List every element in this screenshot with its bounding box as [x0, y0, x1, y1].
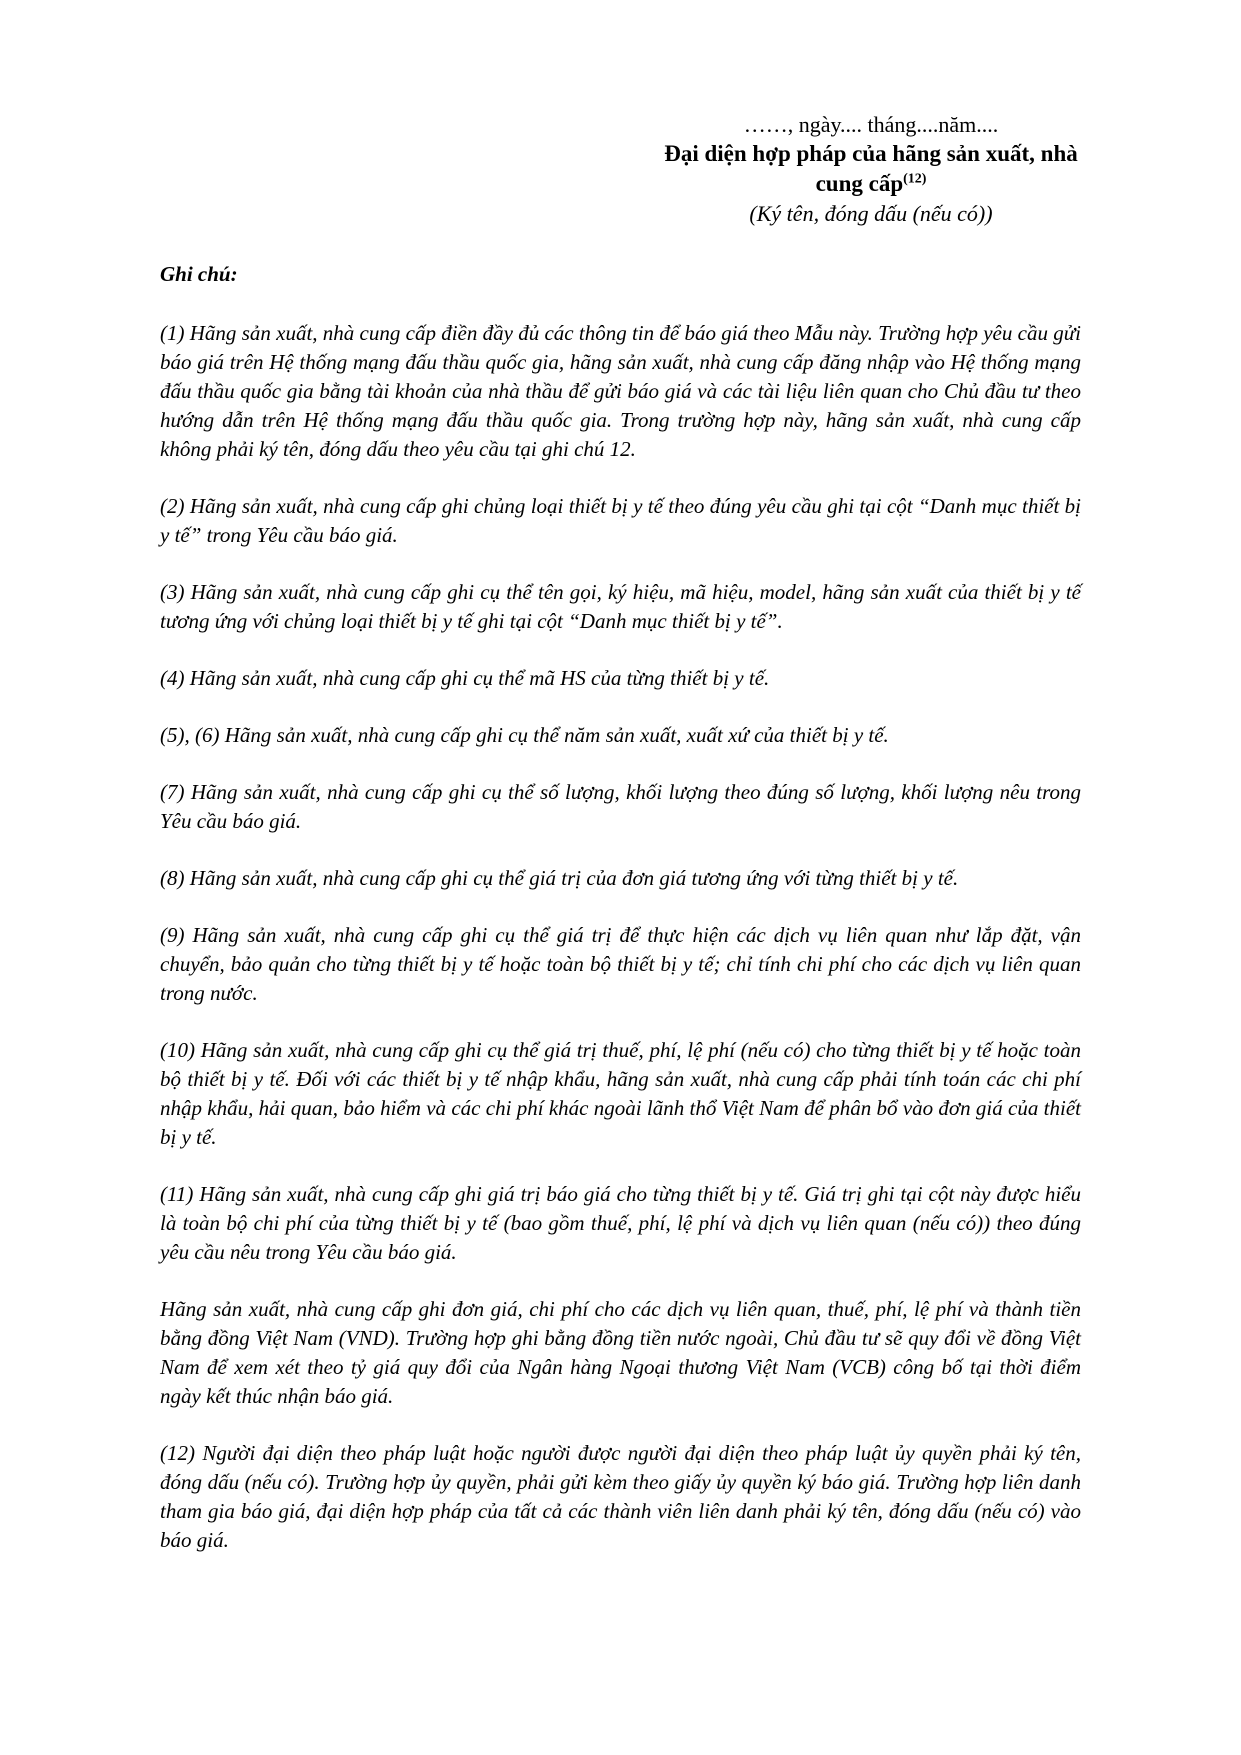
- note-paragraph-12: [160, 1439, 1081, 1555]
- note-text: Hãng sản xuất, nhà cung cấp ghi cụ thể giá trị thuế, phí, lệ phí (nếu có) cho từng thiết bị y tế hoặc toàn bộ thiết bị y tế. Đối với các thiết bị y tế nhập khẩu, hãng sản xuất, nhà cung cấp phải tính toán các chi phí nhập khẩu, hải quan, bảo hiểm và các chi phí khác ngoài lãnh thổ Việt Nam để phân bổ vào đơn giá của thiết bị y tế.: [160, 1038, 1082, 1149]
- note-label: (3): [160, 580, 185, 604]
- note-paragraph-3: [160, 578, 1081, 636]
- date-line: ……, ngày.... tháng....năm....: [743, 112, 999, 137]
- note-text: Hãng sản xuất, nhà cung cấp ghi chủng loại thiết bị y tế theo đúng yêu cầu ghi tại cột “Danh mục thiết bị y tế” trong Yêu cầu báo giá.: [160, 494, 1081, 547]
- note-paragraph-currency: [160, 1295, 1081, 1411]
- note-text: Hãng sản xuất, nhà cung cấp ghi cụ thể năm sản xuất, xuất xứ của thiết bị y tế.: [224, 723, 889, 747]
- note-label: (10): [160, 1038, 195, 1062]
- note-paragraph-5-6: [160, 721, 1081, 750]
- note-label: (11): [160, 1182, 194, 1206]
- note-paragraph-9: [160, 921, 1081, 1008]
- signer-title-text: Đại diện hợp pháp của hãng sản xuất, nhà cung cấp: [664, 141, 1078, 196]
- note-paragraph-7: [160, 778, 1081, 836]
- note-paragraph-11: [160, 1180, 1081, 1267]
- note-label: (12): [160, 1441, 195, 1465]
- note-text: Hãng sản xuất, nhà cung cấp ghi cụ thể số lượng, khối lượng theo đúng số lượng, khối lượng nêu trong Yêu cầu báo giá.: [160, 780, 1082, 833]
- note-paragraph-4: [160, 664, 1081, 693]
- note-text: Người đại diện theo pháp luật hoặc người được người đại diện theo pháp luật ủy quyền phải ký tên, đóng dấu (nếu có). Trường hợp ủy quyền, phải gửi kèm theo giấy ủy quyền ký báo giá. Trường hợp liên danh tham gia báo giá, đại diện hợp pháp của tất cả các thành viên liên danh phải ký tên, đóng dấu (nếu có) vào báo giá.: [160, 1441, 1081, 1552]
- notes-heading: Ghi chú:: [160, 262, 238, 286]
- note-paragraph-1: [160, 319, 1081, 464]
- signer-title: [646, 139, 1096, 199]
- note-text: Hãng sản xuất, nhà cung cấp ghi cụ thể giá trị để thực hiện các dịch vụ liên quan như lắp đặt, vận chuyển, bảo quản cho từng thiết bị y tế hoặc toàn bộ thiết bị y tế; chỉ tính chi phí cho các dịch vụ liên quan trong nước.: [160, 923, 1081, 1005]
- signature-block: [646, 110, 1096, 228]
- note-text: Hãng sản xuất, nhà cung cấp ghi cụ thể mã HS của từng thiết bị y tế.: [189, 666, 770, 690]
- note-text: Hãng sản xuất, nhà cung cấp ghi đơn giá, chi phí cho các dịch vụ liên quan, thuế, phí, lệ phí và thành tiền bằng đồng Việt Nam (VND). Trường hợp ghi bằng đồng tiền nước ngoài, Chủ đầu tư sẽ quy đổi về đồng Việt Nam để xem xét theo tỷ giá quy đổi của Ngân hàng Ngoại thương Việt Nam (VCB) công bố tại thời điểm ngày kết thúc nhận báo giá.: [160, 1297, 1081, 1408]
- signer-title-superscript: (12): [903, 171, 927, 187]
- note-label: (1): [160, 321, 185, 345]
- note-text: Hãng sản xuất, nhà cung cấp ghi giá trị báo giá cho từng thiết bị y tế. Giá trị ghi tại cột này được hiểu là toàn bộ chi phí của từng thiết bị y tế (bao gồm thuế, phí, lệ phí và dịch vụ liên quan (nếu có)) theo đúng yêu cầu nêu trong Yêu cầu báo giá.: [160, 1182, 1082, 1264]
- note-label: (2): [160, 494, 185, 518]
- note-text: Hãng sản xuất, nhà cung cấp điền đầy đủ các thông tin để báo giá theo Mẫu này. Trường hợp yêu cầu gửi báo giá trên Hệ thống mạng đấu thầu quốc gia, hãng sản xuất, nhà cung cấp đăng nhập vào Hệ thống mạng đấu thầu quốc gia bằng tài khoản của nhà thầu để gửi báo giá và các tài liệu liên quan cho Chủ đầu tư theo hướng dẫn trên Hệ thống mạng đấu thầu quốc gia. Trong trường hợp này, hãng sản xuất, nhà cung cấp không phải ký tên, đóng dấu theo yêu cầu tại ghi chú 12.: [160, 321, 1081, 461]
- note-label: (8): [160, 866, 185, 890]
- note-paragraph-2: [160, 492, 1081, 550]
- note-label: (7): [160, 780, 185, 804]
- note-label: (5), (6): [160, 723, 220, 747]
- note-label: (4): [160, 666, 185, 690]
- note-paragraph-8: [160, 864, 1081, 893]
- note-text: Hãng sản xuất, nhà cung cấp ghi cụ thể tên gọi, ký hiệu, mã hiệu, model, hãng sản xuất của thiết bị y tế tương ứng với chủng loại thiết bị y tế ghi tại cột “Danh mục thiết bị y tế”.: [160, 580, 1081, 633]
- note-text: Hãng sản xuất, nhà cung cấp ghi cụ thể giá trị của đơn giá tương ứng với từng thiết bị y tế.: [189, 866, 959, 890]
- note-label: (9): [160, 923, 185, 947]
- notes-section: [160, 260, 1081, 1555]
- sign-instruction: (Ký tên, đóng dấu (nếu có)): [749, 201, 993, 226]
- note-paragraph-10: [160, 1036, 1081, 1152]
